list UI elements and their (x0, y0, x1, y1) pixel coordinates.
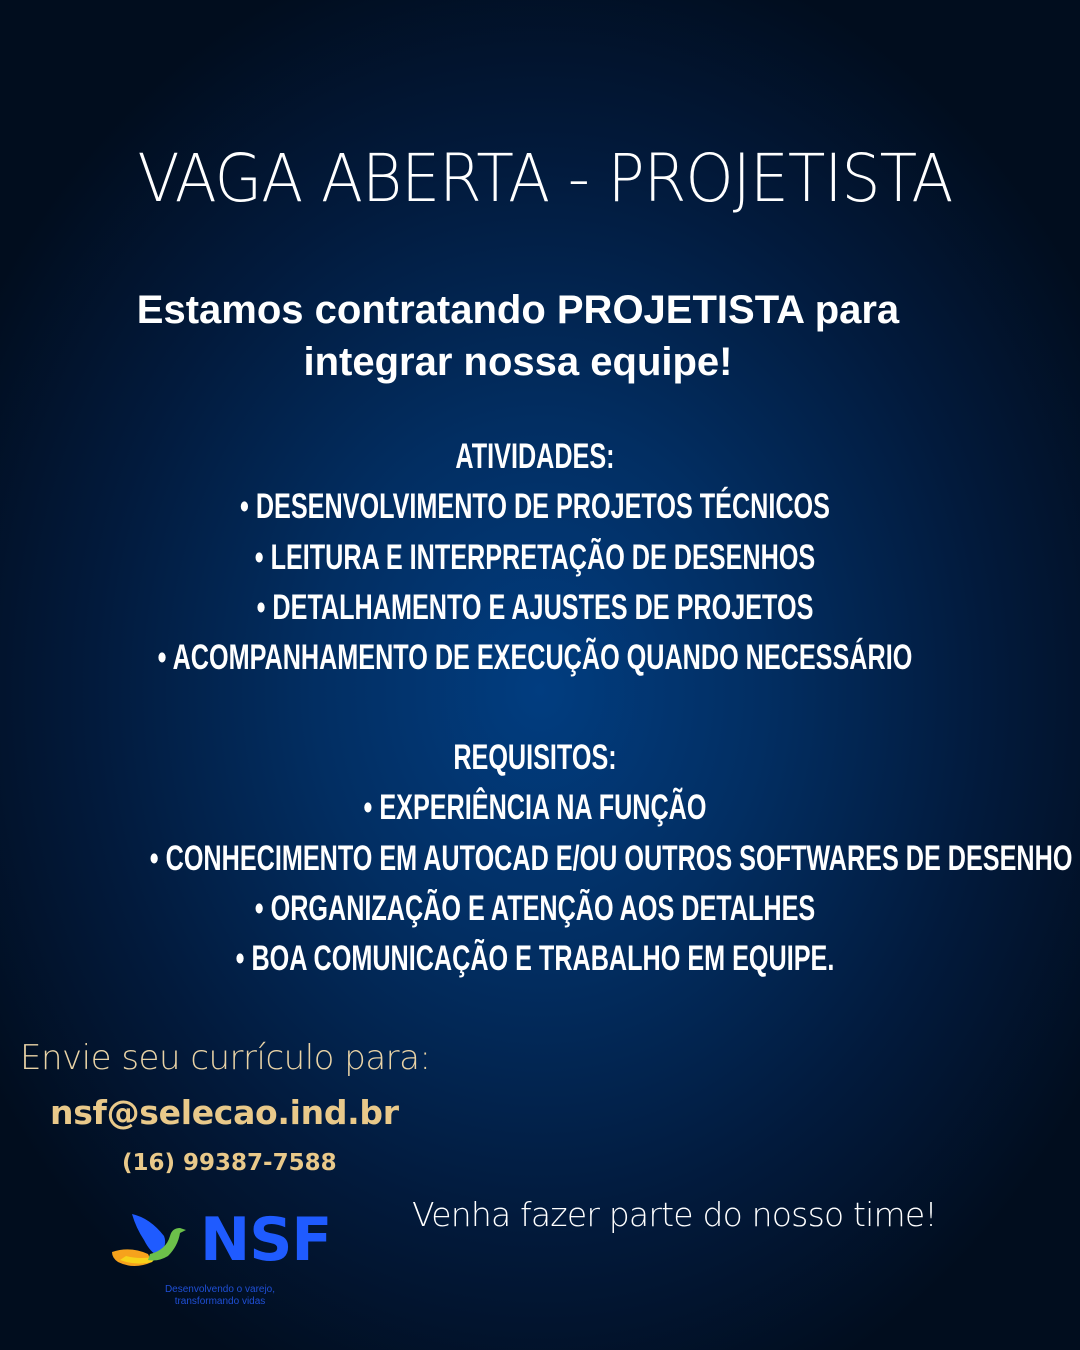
company-logo (110, 1205, 340, 1310)
activities-heading: ATIVIDADES: (455, 437, 615, 476)
contact-phone[interactable]: (16) 99387-7588 (122, 1150, 337, 1176)
activities-section (0, 432, 1070, 683)
intro-line-1: Estamos contratando PROJETISTA para (136, 288, 900, 332)
tagline-line-2: transformando vidas (174, 1296, 266, 1307)
requirement-item: • ORGANIZAÇÃO E ATENÇÃO AOS DETALHES (254, 888, 816, 928)
intro-line-2: integrar nossa equipe! (303, 340, 733, 384)
activity-item: • ACOMPANHAMENTO DE EXECUÇÃO QUANDO NECESSÁRIO (157, 638, 913, 678)
requirement-item: • CONHECIMENTO EM AUTOCAD E/OU OUTROS SOFTWARES DE DESENHO (149, 838, 1073, 878)
logo-tagline (150, 1284, 290, 1308)
logo-wordmark: NSF (200, 1205, 332, 1275)
intro-text (0, 284, 1036, 388)
contact-email[interactable]: nsf@selecao.ind.br (50, 1093, 399, 1132)
page-title: VAGA ABERTA - PROJETISTA (137, 140, 953, 217)
bird-icon (110, 1210, 190, 1270)
activity-item: • DETALHAMENTO E AJUSTES DE PROJETOS (256, 587, 814, 627)
call-to-action: Venha fazer parte do nosso time! (412, 1195, 937, 1234)
requirements-section (0, 733, 1073, 984)
activity-item: • LEITURA E INTERPRETAÇÃO DE DESENHOS (254, 537, 816, 577)
requirement-item: • BOA COMUNICAÇÃO E TRABALHO EM EQUIPE. (235, 939, 835, 979)
contact-label: Envie seu currículo para: (20, 1038, 431, 1078)
requirements-heading: REQUISITOS: (453, 738, 617, 777)
activity-item: • DESENVOLVIMENTO DE PROJETOS TÉCNICOS (240, 487, 830, 527)
tagline-line-1: Desenvolvendo o varejo, (164, 1284, 276, 1295)
requirement-item: • EXPERIÊNCIA NA FUNÇÃO (363, 788, 707, 828)
